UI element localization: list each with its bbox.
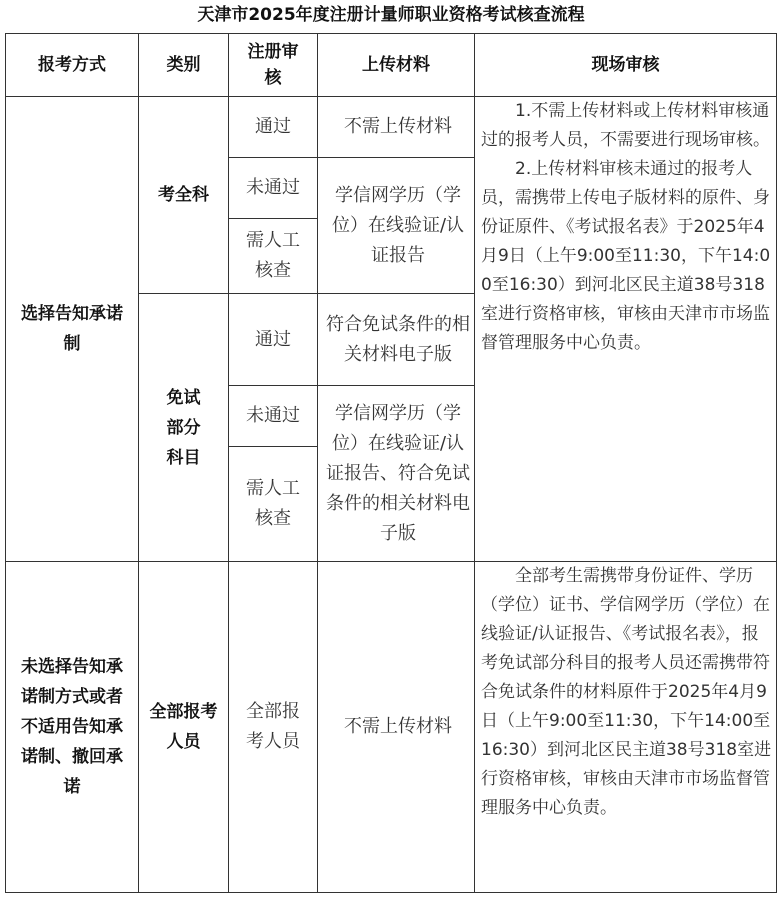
category-cell-partial: 免试部分科目 xyxy=(139,294,229,562)
method-cell-commitment: 选择告知承诺制 xyxy=(6,97,139,562)
onsite-cell-all xyxy=(475,562,777,893)
header-method: 报考方式 xyxy=(6,34,139,97)
review-cell: 需人工核查 xyxy=(229,447,318,562)
review-cell: 需人工核查 xyxy=(229,219,318,294)
review-cell: 通过 xyxy=(229,97,318,158)
header-materials: 上传材料 xyxy=(318,34,475,97)
onsite-paragraph: 全部考生需携带身份证件、学历（学位）证书、学信网学历（学位）在线验证/认证报告、《考试报名表》，报考免试部分科目的报考人员还需携带符合免试条件的材料原件于2025年4月9日（上午9:00至11:30，下午14:00至16:30）到河北区民主道38号318室进行资格审核，审核由天津市市场监督管理服务中心负责。 xyxy=(481,566,772,818)
review-cell: 未通过 xyxy=(229,158,318,219)
header-onsite: 现场审核 xyxy=(475,34,777,97)
header-category: 类别 xyxy=(139,34,229,97)
review-cell: 未通过 xyxy=(229,386,318,447)
review-process-table xyxy=(5,33,777,893)
header-review: 注册审核 xyxy=(229,34,318,97)
table-row xyxy=(6,97,777,158)
materials-cell: 不需上传材料 xyxy=(318,562,475,893)
onsite-paragraph: 1.不需上传材料或上传材料审核通过的报考人员，不需要进行现场审核。 xyxy=(481,101,770,150)
header-row xyxy=(6,34,777,97)
review-cell: 全部报考人员 xyxy=(229,562,318,893)
onsite-cell-commitment xyxy=(475,97,777,562)
materials-cell: 符合免试条件的相关材料电子版 xyxy=(318,294,475,386)
review-cell: 通过 xyxy=(229,294,318,386)
method-cell-no-commitment: 未选择告知承诺制方式或者不适用告知承诺制、撤回承诺 xyxy=(6,562,139,893)
materials-cell: 学信网学历（学位）在线验证/认证报告、符合免试条件的相关材料电子版 xyxy=(318,386,475,562)
page-title: 天津市2025年度注册计量师职业资格考试核查流程 xyxy=(197,5,585,25)
category-cell-full: 考全科 xyxy=(139,97,229,294)
category-cell-all: 全部报考人员 xyxy=(139,562,229,893)
materials-cell: 不需上传材料 xyxy=(318,97,475,158)
table-row xyxy=(6,562,777,893)
onsite-paragraph: 2.上传材料审核未通过的报考人员，需携带上传电子版材料的原件、身份证原件、《考试报名表》于2025年4月9日（上午9:00至11:30，下午14:00至16:30）到河北区民主道38号318室进行资格审核，审核由天津市市场监督管理服务中心负责。 xyxy=(481,159,771,353)
materials-cell: 学信网学历（学位）在线验证/认证报告 xyxy=(318,158,475,294)
